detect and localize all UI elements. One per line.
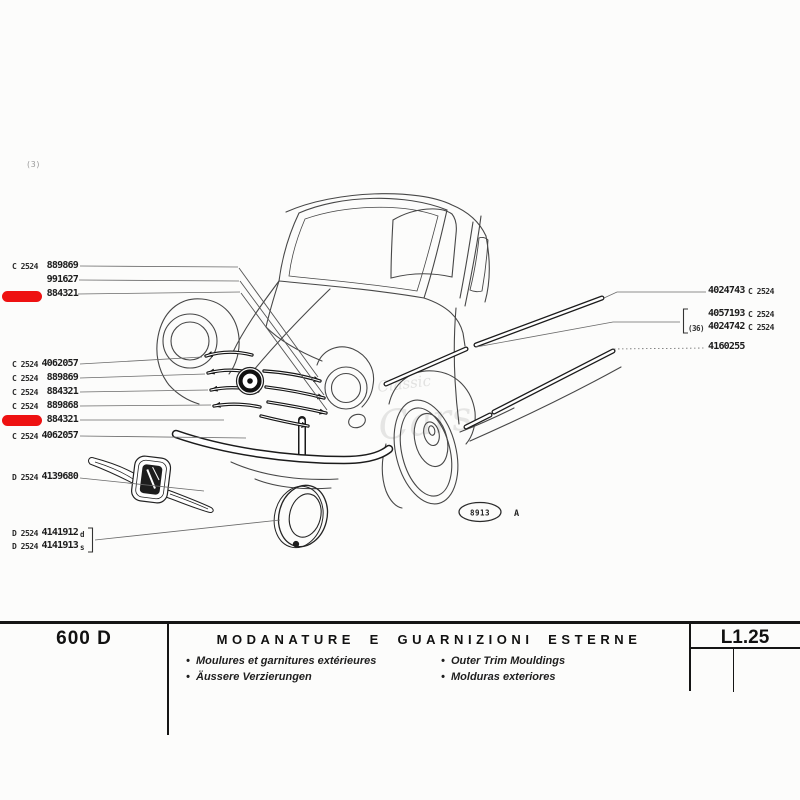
part-prefix: C 2524 bbox=[12, 432, 38, 441]
part-prefix: C 2524 bbox=[748, 310, 774, 319]
part-number: 884321 bbox=[46, 386, 78, 397]
part-number: 889869 bbox=[46, 372, 78, 383]
part-number: 4057193 bbox=[708, 308, 745, 319]
part-number: 4139680 bbox=[41, 471, 78, 482]
part-number: 4062057 bbox=[41, 358, 78, 369]
part-label-row bbox=[0, 400, 100, 413]
footer-code-inner-divider bbox=[733, 648, 734, 692]
subtitle-line bbox=[186, 670, 376, 686]
part-number: 884321 bbox=[46, 414, 78, 425]
part-label-row bbox=[686, 321, 800, 334]
part-label-row bbox=[686, 341, 800, 354]
part-label-row bbox=[0, 540, 100, 553]
part-label-row bbox=[0, 288, 100, 301]
part-label-row bbox=[0, 386, 100, 399]
part-prefix: C 2524 bbox=[12, 360, 38, 369]
part-note: (36) bbox=[688, 324, 705, 333]
part-number: 4141912 bbox=[41, 527, 78, 538]
subtitle-text: Molduras exteriores bbox=[451, 670, 556, 683]
bullet-icon: • bbox=[441, 655, 445, 667]
part-label-row bbox=[0, 430, 100, 443]
svg-text:8913: 8913 bbox=[469, 508, 491, 518]
part-suffix: d bbox=[80, 530, 85, 539]
part-number: 4141913 bbox=[41, 540, 78, 551]
part-label-row bbox=[0, 274, 100, 287]
subtitle-column-right bbox=[441, 654, 565, 685]
grille-emblem bbox=[237, 368, 264, 395]
part-number: 4024743 bbox=[708, 285, 745, 296]
subtitle-line bbox=[186, 654, 376, 670]
part-label-row bbox=[0, 260, 100, 273]
subtitle-text: Äussere Verzierungen bbox=[196, 670, 312, 683]
bonnet-emblem-part bbox=[89, 455, 214, 512]
subtitle-text: Outer Trim Mouldings bbox=[451, 655, 566, 667]
part-number: 4160255 bbox=[708, 341, 745, 352]
part-number: 4024742 bbox=[708, 321, 745, 332]
subtitle-line bbox=[441, 654, 565, 670]
part-label-row bbox=[0, 414, 100, 427]
part-prefix: C 2524 bbox=[748, 323, 774, 332]
headlight-rim-part bbox=[268, 479, 334, 554]
part-label-row bbox=[686, 285, 800, 298]
part-prefix: C 2524 bbox=[12, 388, 38, 397]
part-prefix: C 2524 bbox=[12, 262, 38, 271]
part-number: 889869 bbox=[46, 260, 78, 271]
part-prefix: D 2524 bbox=[12, 529, 38, 538]
page-title: MODANATURE E GUARNIZIONI ESTERNE bbox=[216, 632, 642, 647]
part-label-row bbox=[686, 308, 800, 321]
page-marker: (3) bbox=[26, 160, 41, 169]
model-name: 600 D bbox=[56, 628, 112, 649]
bullet-icon: • bbox=[186, 655, 190, 667]
svg-text:A: A bbox=[514, 509, 520, 519]
part-label-row bbox=[0, 527, 100, 540]
part-label-row bbox=[0, 471, 100, 484]
part-prefix: C 2524 bbox=[748, 287, 774, 296]
part-suffix: s bbox=[80, 543, 85, 552]
approval-stamp bbox=[459, 503, 519, 522]
part-number: 4062057 bbox=[41, 430, 78, 441]
svg-text:Classic: Classic bbox=[376, 371, 432, 396]
footer-top-rule bbox=[0, 621, 800, 624]
part-label-row bbox=[0, 358, 100, 371]
front-bumper bbox=[176, 420, 389, 460]
part-number: 889868 bbox=[46, 400, 78, 411]
subtitle-column-left bbox=[186, 654, 376, 685]
part-number: 991627 bbox=[46, 274, 78, 285]
plate-code: L1.25 bbox=[720, 627, 770, 648]
bullet-icon: • bbox=[441, 670, 445, 683]
subtitle-line bbox=[441, 670, 565, 686]
part-prefix: D 2524 bbox=[12, 473, 38, 482]
subtitle-text: Moulures et garnitures extérieures bbox=[196, 655, 377, 667]
part-prefix: C 2524 bbox=[12, 374, 38, 383]
svg-text:Cars: Cars bbox=[375, 392, 475, 450]
part-number: 884321 bbox=[46, 288, 78, 299]
part-prefix: D 2524 bbox=[12, 542, 38, 551]
bullet-icon: • bbox=[186, 670, 190, 683]
part-prefix: C 2524 bbox=[12, 402, 38, 411]
part-label-row bbox=[0, 372, 100, 385]
